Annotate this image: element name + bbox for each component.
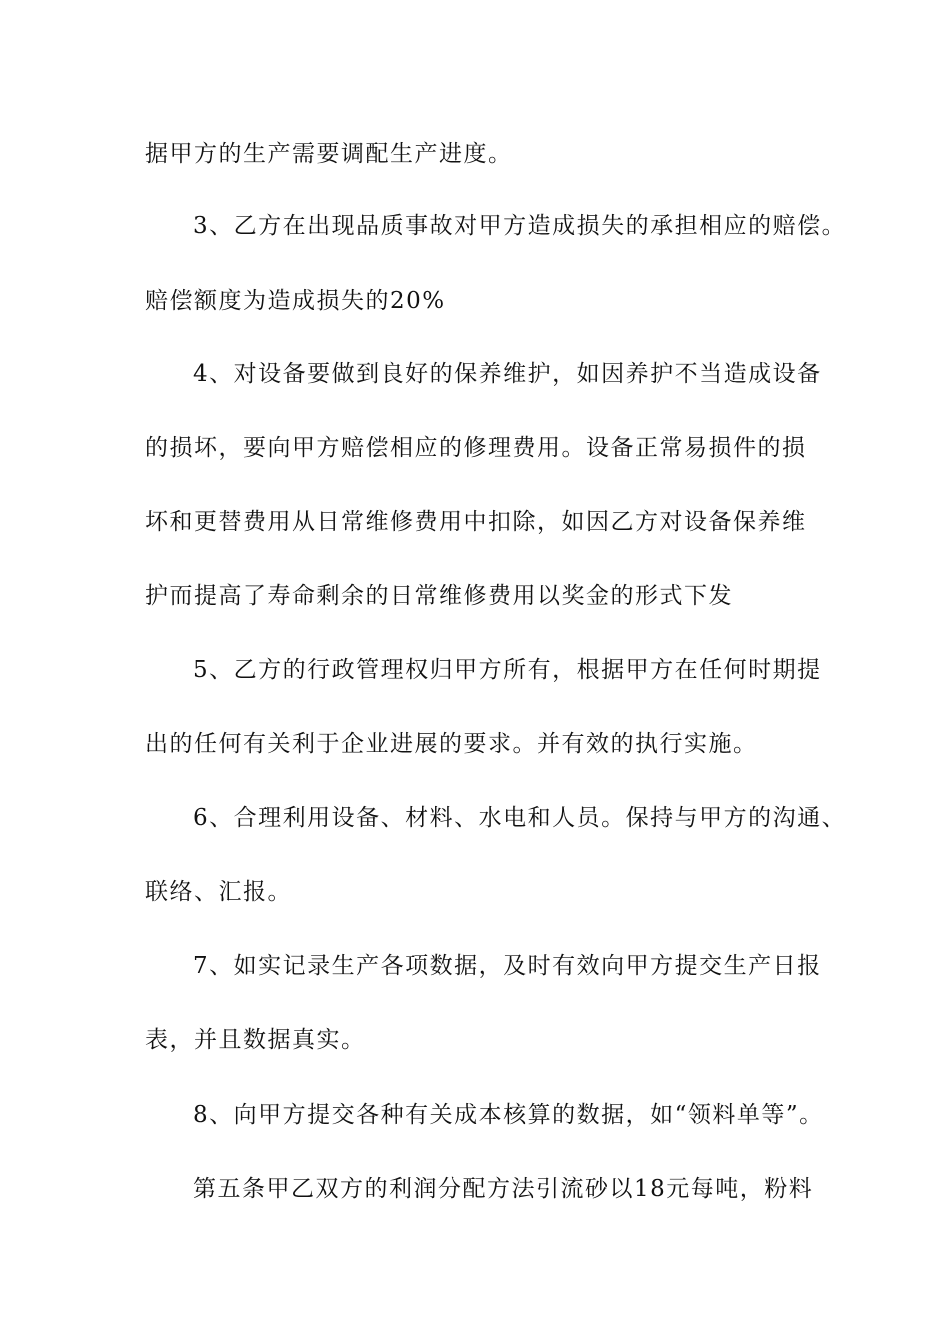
paragraph-line: 护而提高了寿命剩余的日常维修费用以奖金的形式下发 — [145, 583, 733, 609]
paragraph-line: 第五条甲乙双方的利润分配方法引流砂以18元每吨，粉料 — [193, 1176, 814, 1202]
paragraph-line: 表，并且数据真实。 — [145, 1027, 366, 1053]
paragraph-line: 4、对设备要做到良好的保养维护，如因养护不当造成设备 — [193, 361, 822, 387]
paragraph-line: 坏和更替费用从日常维修费用中扣除，如因乙方对设备保养维 — [145, 509, 807, 535]
paragraph-line: 6、合理利用设备、材料、水电和人员。保持与甲方的沟通、 — [193, 805, 847, 831]
paragraph-line: 联络、汇报。 — [145, 879, 292, 905]
paragraph-line: 据甲方的生产需要调配生产进度。 — [145, 141, 513, 167]
paragraph-line: 的损坏，要向甲方赔偿相应的修理费用。设备正常易损件的损 — [145, 435, 807, 461]
paragraph-line: 8、向甲方提交各种有关成本核算的数据，如“领料单等”。 — [193, 1102, 824, 1128]
paragraph-line: 7、如实记录生产各项数据，及时有效向甲方提交生产日报 — [193, 953, 822, 979]
paragraph-line: 5、乙方的行政管理权归甲方所有，根据甲方在任何时期提 — [193, 657, 822, 683]
paragraph-line: 出的任何有关利于企业进展的要求。并有效的执行实施。 — [145, 731, 758, 757]
paragraph-line: 3、乙方在出现品质事故对甲方造成损失的承担相应的赔偿。 — [193, 213, 847, 239]
paragraph-line: 赔偿额度为造成损失的20% — [145, 288, 446, 314]
